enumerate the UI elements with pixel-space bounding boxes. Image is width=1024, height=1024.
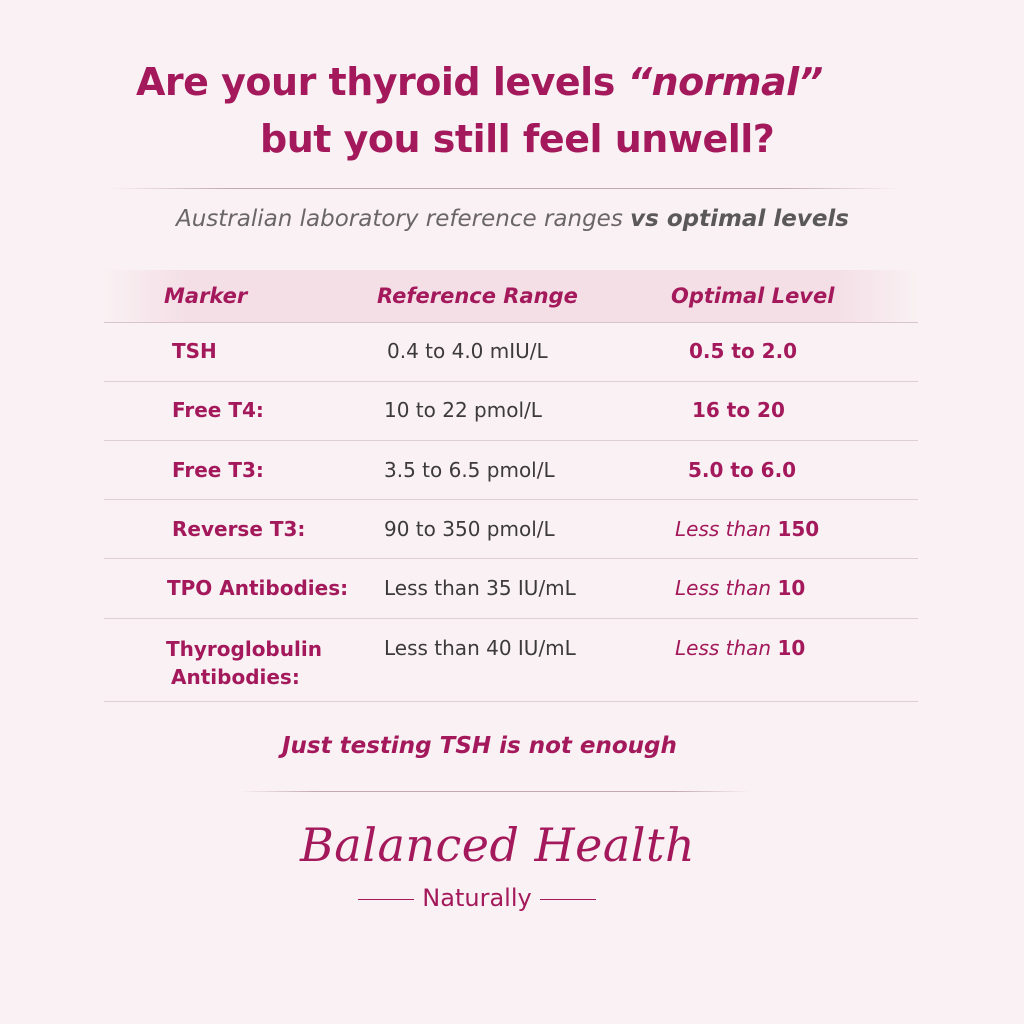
logo-subtext bbox=[342, 884, 612, 912]
reference-cell: 3.5 to 6.5 pmol/L bbox=[384, 458, 555, 482]
optimal-cell: Less than 150 bbox=[675, 517, 820, 541]
marker-cell: TPO Antibodies: bbox=[167, 576, 349, 600]
header-optimal-level: Optimal Level bbox=[671, 284, 835, 308]
headline-line-2: but you still feel unwell? bbox=[260, 117, 775, 161]
reference-cell: Less than 35 IU/mL bbox=[384, 576, 576, 600]
table-row bbox=[104, 441, 918, 500]
marker-cell: Reverse T3: bbox=[172, 517, 306, 541]
marker-line-2: Antibodies: bbox=[171, 665, 300, 689]
logo-line-left bbox=[358, 899, 414, 900]
optimal-cell: Less than 10 bbox=[675, 636, 806, 660]
headline-line-1: Are your thyroid levels “normal” bbox=[136, 60, 823, 104]
reference-cell: 10 to 22 pmol/L bbox=[384, 398, 542, 422]
marker-cell bbox=[166, 635, 322, 691]
optimal-cell: 5.0 to 6.0 bbox=[688, 458, 797, 482]
footer-note: Just testing TSH is not enough bbox=[282, 733, 677, 759]
optimal-cell: Less than 10 bbox=[675, 576, 806, 600]
ranges-table bbox=[104, 270, 918, 702]
logo-line-right bbox=[540, 899, 596, 900]
logo-script-text: Balanced Health bbox=[300, 818, 696, 872]
reference-cell: 90 to 350 pmol/L bbox=[384, 517, 555, 541]
reference-cell: Less than 40 IU/mL bbox=[384, 636, 576, 660]
table-row bbox=[104, 500, 918, 559]
table-row bbox=[104, 382, 918, 441]
table-row bbox=[104, 619, 918, 702]
header-marker: Marker bbox=[164, 284, 248, 308]
table-header bbox=[104, 270, 918, 323]
divider-top bbox=[110, 188, 900, 189]
divider-bottom bbox=[240, 791, 750, 792]
optimal-cell: 0.5 to 2.0 bbox=[689, 339, 798, 363]
header-reference-range: Reference Range bbox=[377, 284, 578, 308]
marker-cell: TSH bbox=[172, 339, 217, 363]
marker-cell: Free T4: bbox=[172, 398, 264, 422]
table-row bbox=[104, 559, 918, 619]
reference-cell: 0.4 to 4.0 mIU/L bbox=[387, 339, 548, 363]
marker-line-1: Thyroglobulin bbox=[166, 637, 322, 661]
logo-sub-label: Naturally bbox=[422, 884, 532, 912]
marker-cell: Free T3: bbox=[172, 458, 264, 482]
table-row bbox=[104, 323, 918, 382]
brand-logo bbox=[300, 818, 720, 928]
optimal-cell: 16 to 20 bbox=[692, 398, 785, 422]
subtitle: Australian laboratory reference ranges vs optimal levels bbox=[176, 206, 849, 232]
